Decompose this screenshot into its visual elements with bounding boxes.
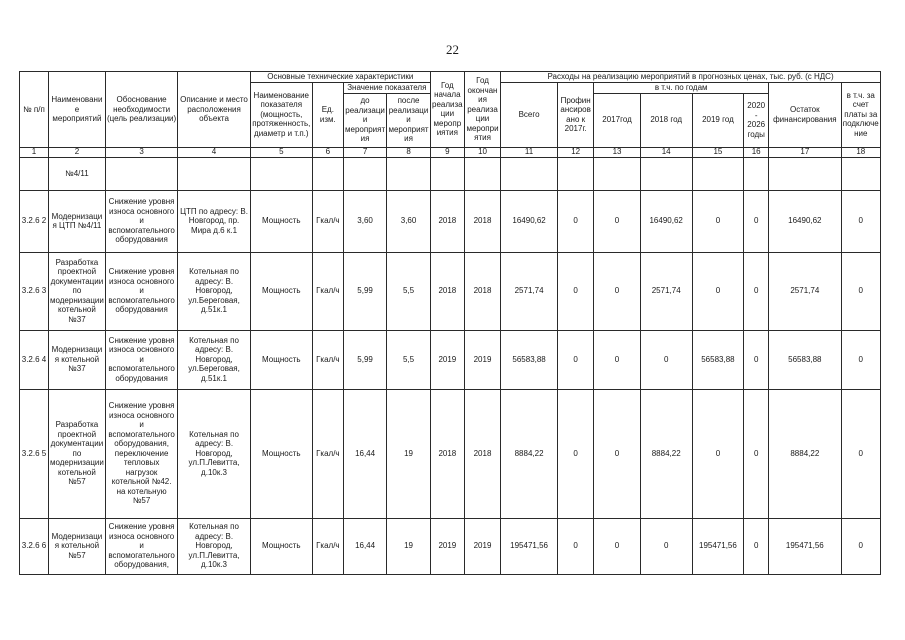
row-2017: 0 — [594, 252, 641, 330]
header-indicator: Наименование показателя (мощность, протяженность, диаметр и т.п.) — [250, 82, 312, 147]
page-number: 22 — [446, 42, 459, 57]
row-after: 5,5 — [387, 252, 430, 330]
row-financed: 0 — [558, 190, 594, 252]
column-number: 16 — [744, 147, 769, 157]
row-reason: Снижение уровня износа основного и вспомогательного оборудования, — [105, 518, 177, 574]
row-start: 2018 — [430, 252, 464, 330]
continuation-row — [20, 157, 881, 190]
row-total: 195471,56 — [501, 518, 558, 574]
row-after: 3,60 — [387, 190, 430, 252]
row-before: 16,44 — [343, 518, 386, 574]
row-unit: Гкал/ч — [312, 518, 343, 574]
row-unit: Гкал/ч — [312, 252, 343, 330]
row-fee: 0 — [841, 330, 880, 389]
row-end: 2018 — [464, 190, 500, 252]
row-total: 2571,74 — [501, 252, 558, 330]
row-financed: 0 — [558, 389, 594, 518]
header-start-year: Год начала реализации мероприятия — [430, 72, 464, 148]
row-reason: Снижение уровня износа основного и вспомогательного оборудования — [105, 190, 177, 252]
row-location: ЦТП по адресу: В. Новгород, пр. Мира д.6 к.1 — [178, 190, 250, 252]
row-start: 2018 — [430, 389, 464, 518]
header-end-year: Год окончания реализации мероприятия — [464, 72, 500, 148]
column-number: 11 — [501, 147, 558, 157]
row-fee: 0 — [841, 190, 880, 252]
row-2020: 0 — [744, 252, 769, 330]
row-2017: 0 — [594, 330, 641, 389]
column-number: 12 — [558, 147, 594, 157]
row-reason: Снижение уровня износа основного и вспомогательного оборудования — [105, 252, 177, 330]
row-2018: 16490,62 — [640, 190, 692, 252]
row-indicator: Мощность — [250, 389, 312, 518]
row-2020: 0 — [744, 190, 769, 252]
header-value-group: Значение показателя — [343, 82, 430, 93]
header-financed: Профинансировано к 2017г. — [558, 82, 594, 147]
table-row — [20, 330, 881, 389]
header-num: № п/п — [20, 72, 49, 148]
header-tech-group: Основные технические характеристики — [250, 72, 430, 83]
row-2018: 2571,74 — [640, 252, 692, 330]
row-fee: 0 — [841, 389, 880, 518]
table-row — [20, 518, 881, 574]
row-start: 2018 — [430, 190, 464, 252]
header-2018: 2018 год — [640, 93, 692, 147]
row-fee: 0 — [841, 252, 880, 330]
investment-table — [19, 71, 881, 575]
row-name: Модернизация котельной №37 — [48, 330, 105, 389]
table-header — [20, 72, 881, 158]
header-total: Всего — [501, 82, 558, 147]
row-location: Котельная по адресу: В. Новгород, ул.П.Левитта, д.10к.3 — [178, 518, 250, 574]
row-indicator: Мощность — [250, 252, 312, 330]
column-number: 8 — [387, 147, 430, 157]
row-2019: 195471,56 — [692, 518, 744, 574]
row-rest: 2571,74 — [769, 252, 841, 330]
row-name: Разработка проектной документации по модернизации котельной №37 — [48, 252, 105, 330]
row-num: 3.2.6 2 — [20, 190, 49, 252]
row-total: 8884,22 — [501, 389, 558, 518]
row-2017: 0 — [594, 190, 641, 252]
row-indicator: Мощность — [250, 518, 312, 574]
row-fee: 0 — [841, 518, 880, 574]
header-2019: 2019 год — [692, 93, 744, 147]
row-before: 5,99 — [343, 330, 386, 389]
row-before: 16,44 — [343, 389, 386, 518]
header-years-group: в т.ч. по годам — [594, 82, 769, 93]
header-name: Наименование мероприятий — [48, 72, 105, 148]
row-2020: 0 — [744, 389, 769, 518]
row-2019: 0 — [692, 389, 744, 518]
row-after: 19 — [387, 389, 430, 518]
row-location: Котельная по адресу: В. Новгород, ул.П.Левитта, д.10к.3 — [178, 389, 250, 518]
header-2020: 2020 - 2026 годы — [744, 93, 769, 147]
row-unit: Гкал/ч — [312, 190, 343, 252]
row-financed: 0 — [558, 330, 594, 389]
row-financed: 0 — [558, 518, 594, 574]
column-number: 9 — [430, 147, 464, 157]
row-2018: 8884,22 — [640, 389, 692, 518]
row-2020: 0 — [744, 330, 769, 389]
row-rest: 16490,62 — [769, 190, 841, 252]
column-number: 18 — [841, 147, 880, 157]
row-end: 2018 — [464, 389, 500, 518]
row-start: 2019 — [430, 518, 464, 574]
column-number: 17 — [769, 147, 841, 157]
header-after: после реализации мероприятия — [387, 93, 430, 147]
row-2020: 0 — [744, 518, 769, 574]
table-body — [20, 157, 881, 574]
column-number: 15 — [692, 147, 744, 157]
row-2019: 0 — [692, 252, 744, 330]
column-number: 13 — [594, 147, 641, 157]
column-number: 2 — [48, 147, 105, 157]
row-unit: Гкал/ч — [312, 389, 343, 518]
row-num: 3.2.6 4 — [20, 330, 49, 389]
row-location: Котельная по адресу: В. Новгород, ул.Береговая, д.51к.1 — [178, 330, 250, 389]
table-row — [20, 190, 881, 252]
row-name: Разработка проектной документации по модернизации котельной №57 — [48, 389, 105, 518]
continuation-name: №4/11 — [48, 157, 105, 190]
column-number: 3 — [105, 147, 177, 157]
header-location: Описание и место расположения объекта — [178, 72, 250, 148]
row-end: 2018 — [464, 252, 500, 330]
row-2018: 0 — [640, 330, 692, 389]
column-number: 4 — [178, 147, 250, 157]
column-number: 10 — [464, 147, 500, 157]
header-before: до реализации мероприятия — [343, 93, 386, 147]
row-total: 16490,62 — [501, 190, 558, 252]
row-total: 56583,88 — [501, 330, 558, 389]
row-rest: 195471,56 — [769, 518, 841, 574]
row-num: 3.2.6 6 — [20, 518, 49, 574]
row-name: Модернизация котельной №57 — [48, 518, 105, 574]
row-rest: 56583,88 — [769, 330, 841, 389]
row-num: 3.2.6 3 — [20, 252, 49, 330]
row-reason: Снижение уровня износа основного и вспомогательного оборудования — [105, 330, 177, 389]
row-2017: 0 — [594, 518, 641, 574]
row-2017: 0 — [594, 389, 641, 518]
column-number: 14 — [640, 147, 692, 157]
column-number: 7 — [343, 147, 386, 157]
header-reason: Обоснование необходимости (цель реализации) — [105, 72, 177, 148]
row-2018: 0 — [640, 518, 692, 574]
column-number: 5 — [250, 147, 312, 157]
row-indicator: Мощность — [250, 190, 312, 252]
column-number: 1 — [20, 147, 49, 157]
row-before: 3,60 — [343, 190, 386, 252]
row-start: 2019 — [430, 330, 464, 389]
table-row — [20, 252, 881, 330]
header-costs-group: Расходы на реализацию мероприятий в прогнозных ценах, тыс. руб. (с НДС) — [501, 72, 881, 83]
row-after: 5,5 — [387, 330, 430, 389]
column-number: 6 — [312, 147, 343, 157]
header-rest: Остаток финансирования — [769, 82, 841, 147]
row-end: 2019 — [464, 518, 500, 574]
header-unit: Ед. изм. — [312, 82, 343, 147]
row-end: 2019 — [464, 330, 500, 389]
column-number-row — [20, 147, 881, 157]
row-2019: 0 — [692, 190, 744, 252]
header-fee: в т.ч. за счет платы за подключение — [841, 82, 880, 147]
row-name: Модернизация ЦТП №4/11 — [48, 190, 105, 252]
table-row — [20, 389, 881, 518]
row-rest: 8884,22 — [769, 389, 841, 518]
row-location: Котельная по адресу: В. Новгород, ул.Береговая, д.51к.1 — [178, 252, 250, 330]
row-num: 3.2.6 5 — [20, 389, 49, 518]
row-unit: Гкал/ч — [312, 330, 343, 389]
row-reason: Снижение уровня износа основного и вспомогательного оборудования, переключение тепловых нагрузок котельной №42. на котельную №57 — [105, 389, 177, 518]
row-financed: 0 — [558, 252, 594, 330]
row-indicator: Мощность — [250, 330, 312, 389]
row-after: 19 — [387, 518, 430, 574]
row-2019: 56583,88 — [692, 330, 744, 389]
header-2017: 2017год — [594, 93, 641, 147]
row-before: 5,99 — [343, 252, 386, 330]
